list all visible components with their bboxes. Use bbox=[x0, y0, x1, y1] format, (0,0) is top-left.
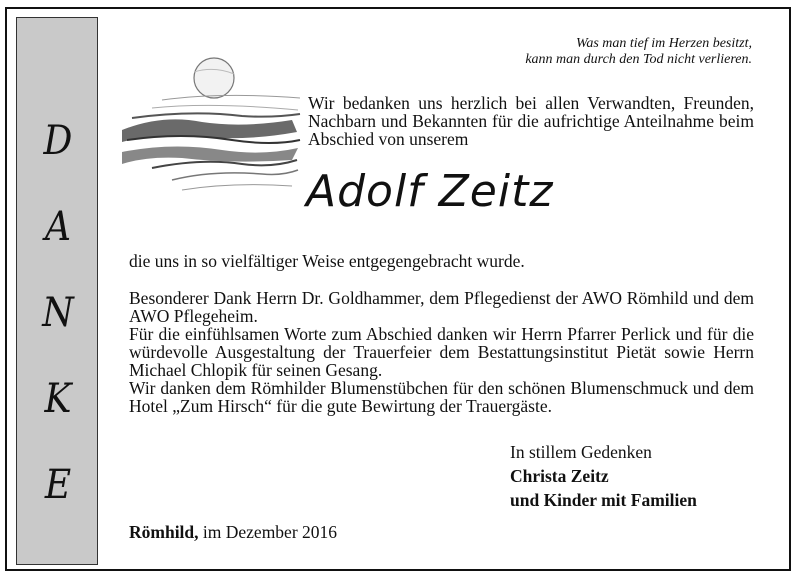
place-date bbox=[129, 523, 337, 541]
signature-line: In stillem Gedenken bbox=[510, 442, 652, 462]
motto-line: kann man durch den Tod nicht verlieren. bbox=[525, 52, 752, 67]
signature-name: Christa Zeitz bbox=[510, 466, 609, 486]
sidebar-letter: D bbox=[43, 118, 73, 164]
place-date-text: im Dezember 2016 bbox=[202, 522, 338, 542]
intro-text: Wir bedanken uns herzlich bei allen Verwandten, Freunden, Nachbarn und Bekannten für die aufrichtige Anteilnahme beim Abschied von unserem bbox=[308, 93, 754, 149]
sidebar-letter: N bbox=[42, 290, 74, 336]
sidebar-letter: A bbox=[44, 204, 71, 250]
thanks-paragraph: Besonderer Dank Herrn Dr. Goldhammer, dem Pflegedienst der AWO Römhild und dem AWO Pflegeheim. bbox=[129, 288, 754, 326]
signature-family: und Kinder mit Familien bbox=[510, 490, 697, 510]
thanks-paragraphs bbox=[129, 289, 754, 415]
signature-block bbox=[510, 440, 697, 512]
sidebar-letter: K bbox=[44, 376, 72, 422]
thanks-paragraph: Für die einfühlsamen Worte zum Abschied danken wir Herrn Pfarrer Perlick und für die würdevolle Ausgestaltung der Trauerfeier dem Bestattungsinstitut Pietät sowie Herrn Michael Chlopik für seinen Gesang. bbox=[129, 324, 754, 380]
moon-over-sea-illustration bbox=[122, 52, 302, 197]
sidebar-letter: E bbox=[44, 462, 72, 508]
thanks-paragraph: Wir danken dem Römhilder Blumenstübchen für den schönen Blumenschmuck und dem Hotel „Zum Hirsch“ für die gute Bewirtung der Trauergäste. bbox=[129, 378, 754, 416]
place-city: Römhild, bbox=[129, 522, 199, 542]
danke-sidebar bbox=[16, 17, 98, 565]
deceased-name: Adolf Zeitz bbox=[306, 166, 554, 217]
after-name-text: die uns in so vielfältiger Weise entgegengebracht wurde. bbox=[129, 251, 525, 271]
motto-line: Was man tief im Herzen besitzt, bbox=[575, 36, 752, 51]
motto bbox=[525, 36, 752, 68]
